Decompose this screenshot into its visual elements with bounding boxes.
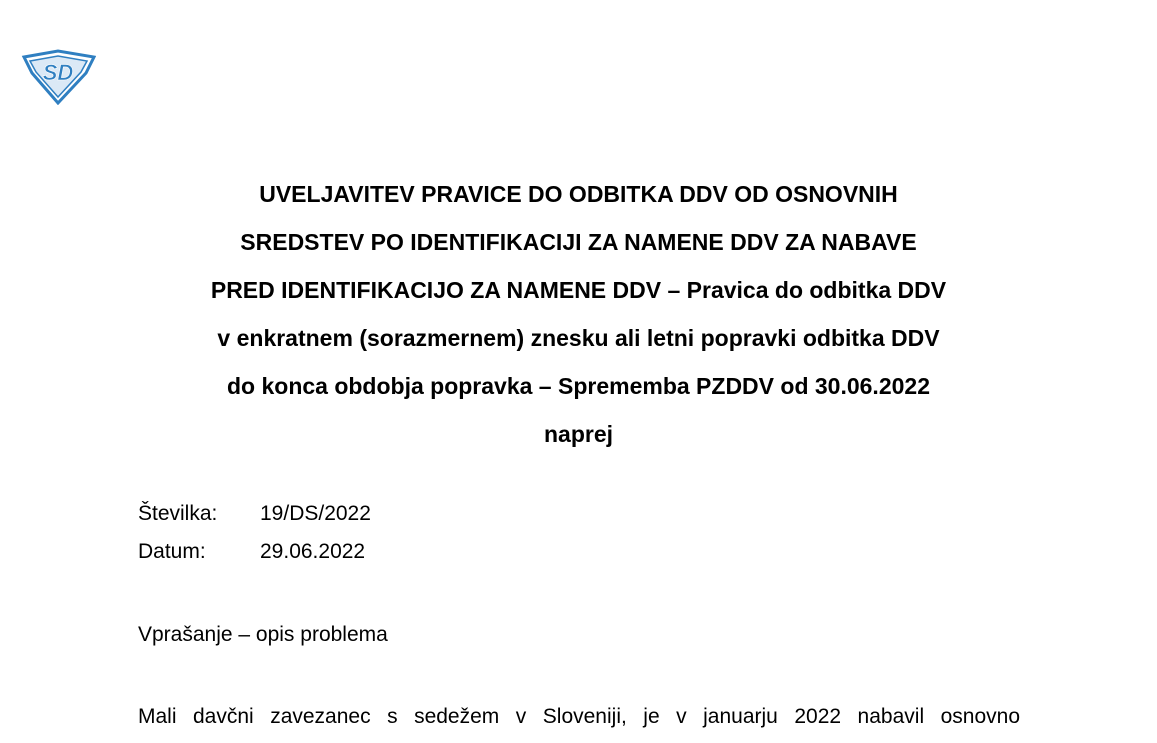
title-line: PRED IDENTIFIKACIJO ZA NAMENE DDV – Pravica do odbitka DDV <box>210 277 947 303</box>
title-line: naprej <box>543 421 614 447</box>
date-value: 29.06.2022 <box>260 540 366 563</box>
number-label: Številka: <box>138 502 218 525</box>
title-line: do konca obdobja popravka – Sprememba PZDDV od 30.06.2022 <box>226 373 930 399</box>
title-line: UVELJAVITEV PRAVICE DO ODBITKA DDV OD OSNOVNIH <box>259 181 898 207</box>
document-meta <box>138 498 371 574</box>
logo-lettering: SD <box>42 60 74 85</box>
date-label: Datum: <box>138 540 206 563</box>
title-line: v enkratnem (sorazmernem) znesku ali letni popravki odbitka DDV <box>217 325 940 351</box>
shield-logo-icon <box>20 47 96 105</box>
document-title <box>120 170 1037 458</box>
date-row <box>138 536 371 574</box>
number-value: 19/DS/2022 <box>260 502 371 525</box>
question-heading: Vprašanje – opis problema <box>138 623 388 646</box>
number-row <box>138 498 371 536</box>
title-line: SREDSTEV PO IDENTIFIKACIJI ZA NAMENE DDV ZA NABAVE <box>240 229 917 255</box>
body-paragraph: Mali davčni zavezanec s sedežem v Sloveniji, je v januarju 2022 nabavil osnovno <box>138 705 1020 728</box>
